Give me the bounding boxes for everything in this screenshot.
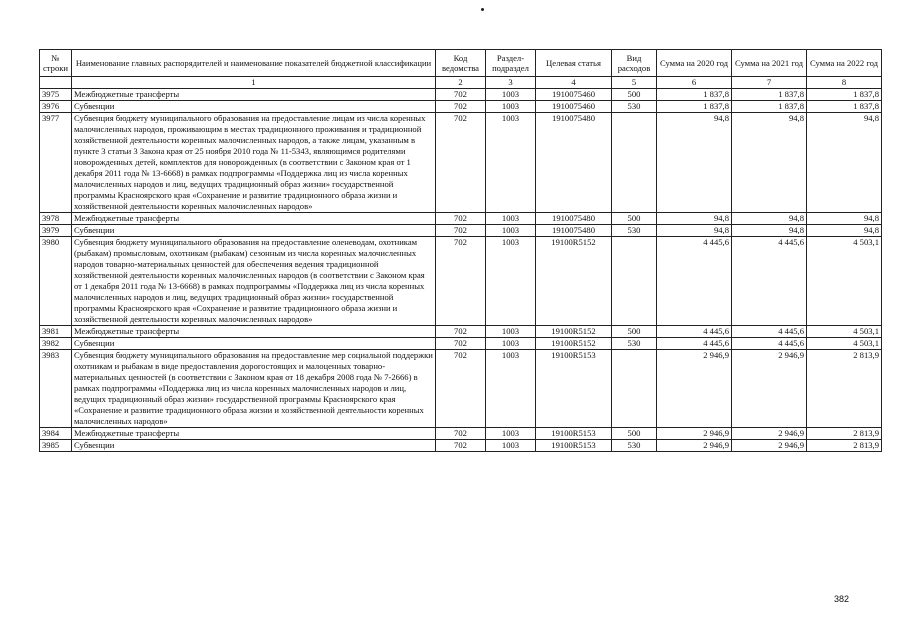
row-type: 530 bbox=[612, 338, 657, 350]
row-sum-2020: 2 946,9 bbox=[657, 350, 732, 428]
row-code: 702 bbox=[436, 113, 486, 213]
row-code: 702 bbox=[436, 237, 486, 326]
row-type: 530 bbox=[612, 440, 657, 452]
row-type bbox=[612, 350, 657, 428]
header-type: Вид расходов bbox=[612, 50, 657, 77]
page-number: 382 bbox=[834, 594, 850, 604]
row-section: 1003 bbox=[486, 213, 536, 225]
row-sum-2021: 4 445,6 bbox=[732, 326, 807, 338]
row-target: 1910075480 bbox=[536, 113, 612, 213]
row-target: 1910075480 bbox=[536, 213, 612, 225]
row-sum-2021: 2 946,9 bbox=[732, 428, 807, 440]
row-type: 500 bbox=[612, 326, 657, 338]
row-sum-2021: 1 837,8 bbox=[732, 89, 807, 101]
stray-dot-mark bbox=[481, 8, 484, 11]
row-number: 3982 bbox=[40, 338, 72, 350]
row-sum-2022: 2 813,9 bbox=[807, 350, 882, 428]
row-name: Субвенции bbox=[72, 101, 436, 113]
row-sum-2020: 4 445,6 bbox=[657, 237, 732, 326]
header-sum-2022: Сумма на 2022 год bbox=[807, 50, 882, 77]
column-index-row bbox=[40, 77, 882, 89]
table-row bbox=[40, 225, 882, 237]
row-number: 3975 bbox=[40, 89, 72, 101]
row-code: 702 bbox=[436, 338, 486, 350]
row-name: Субвенция бюджету муниципального образования на предоставление оленеводам, охотникам (рыбакам) промысловым, охотникам (рыбакам) сезонным из числа коренных малочисленных народов товарно-материальных ценностей для обеспечения ведения традиционной хозяйственной деятельности коренных малочисленных народов (в соответствии с Законом края от 1 декабря 2011 года № 13-6668) в рамках подпрограммы «Поддержка лиц из числа коренных малочисленных народов и лиц, ведущих традиционный образ жизни» государственной программы Красноярского края «Сохранение и развитие традиционного образа жизни и хозяйственной деятельности коренных малочисленных народов» bbox=[72, 237, 436, 326]
header-num: № строки bbox=[40, 50, 72, 77]
row-sum-2021: 1 837,8 bbox=[732, 101, 807, 113]
row-section: 1003 bbox=[486, 428, 536, 440]
row-sum-2022: 4 503,1 bbox=[807, 326, 882, 338]
col-index: 8 bbox=[807, 77, 882, 89]
row-section: 1003 bbox=[486, 338, 536, 350]
header-name: Наименование главных распорядителей и наименование показателей бюджетной классификации bbox=[72, 50, 436, 77]
col-index: 6 bbox=[657, 77, 732, 89]
row-target: 19100R5152 bbox=[536, 338, 612, 350]
row-name: Межбюджетные трансферты bbox=[72, 428, 436, 440]
row-sum-2022: 94,8 bbox=[807, 213, 882, 225]
row-section: 1003 bbox=[486, 89, 536, 101]
row-section: 1003 bbox=[486, 237, 536, 326]
row-number: 3984 bbox=[40, 428, 72, 440]
row-code: 702 bbox=[436, 89, 486, 101]
row-number: 3981 bbox=[40, 326, 72, 338]
row-section: 1003 bbox=[486, 440, 536, 452]
row-number: 3976 bbox=[40, 101, 72, 113]
row-sum-2020: 1 837,8 bbox=[657, 89, 732, 101]
row-number: 3977 bbox=[40, 113, 72, 213]
row-sum-2022: 2 813,9 bbox=[807, 428, 882, 440]
row-section: 1003 bbox=[486, 326, 536, 338]
row-name: Субвенции bbox=[72, 338, 436, 350]
row-target: 19100R5152 bbox=[536, 237, 612, 326]
table-row bbox=[40, 89, 882, 101]
row-sum-2020: 94,8 bbox=[657, 213, 732, 225]
col-index: 1 bbox=[72, 77, 436, 89]
row-target: 19100R5153 bbox=[536, 350, 612, 428]
row-target: 19100R5152 bbox=[536, 326, 612, 338]
table-row bbox=[40, 213, 882, 225]
col-index: 3 bbox=[486, 77, 536, 89]
row-sum-2021: 2 946,9 bbox=[732, 440, 807, 452]
row-sum-2021: 94,8 bbox=[732, 113, 807, 213]
row-type: 500 bbox=[612, 213, 657, 225]
row-number: 3978 bbox=[40, 213, 72, 225]
row-sum-2020: 4 445,6 bbox=[657, 338, 732, 350]
row-name: Субвенции bbox=[72, 225, 436, 237]
col-index: 7 bbox=[732, 77, 807, 89]
row-name: Межбюджетные трансферты bbox=[72, 326, 436, 338]
row-number: 3980 bbox=[40, 237, 72, 326]
row-code: 702 bbox=[436, 101, 486, 113]
row-sum-2020: 94,8 bbox=[657, 113, 732, 213]
row-code: 702 bbox=[436, 350, 486, 428]
row-sum-2020: 2 946,9 bbox=[657, 428, 732, 440]
row-target: 1910075480 bbox=[536, 225, 612, 237]
row-target: 1910075460 bbox=[536, 89, 612, 101]
row-type bbox=[612, 237, 657, 326]
header-section: Раздел-подраздел bbox=[486, 50, 536, 77]
row-type: 500 bbox=[612, 428, 657, 440]
table-row bbox=[40, 326, 882, 338]
header-sum-2020: Сумма на 2020 год bbox=[657, 50, 732, 77]
row-sum-2022: 4 503,1 bbox=[807, 338, 882, 350]
header-sum-2021: Сумма на 2021 год bbox=[732, 50, 807, 77]
table-body bbox=[40, 89, 882, 452]
row-sum-2022: 94,8 bbox=[807, 113, 882, 213]
table-row bbox=[40, 113, 882, 213]
row-sum-2020: 1 837,8 bbox=[657, 101, 732, 113]
row-target: 1910075460 bbox=[536, 101, 612, 113]
col-index: 2 bbox=[436, 77, 486, 89]
row-section: 1003 bbox=[486, 225, 536, 237]
row-sum-2020: 2 946,9 bbox=[657, 440, 732, 452]
row-code: 702 bbox=[436, 225, 486, 237]
row-name: Субвенция бюджету муниципального образования на предоставление мер социальной поддержки охотникам и рыбакам в виде предоставления дорогостоящих и малоценных товарно-материальных ценностей (в соответствии с Законом края от 18 декабря 2008 года № 7-2666) в рамках подпрограммы «Поддержка лиц из числа коренных малочисленных народов и лиц, ведущих традиционный образ жизни» государственной программы Красноярского края «Сохранение и развитие традиционного образа жизни и хозяйственной деятельности коренных малочисленных народов» bbox=[72, 350, 436, 428]
table-row bbox=[40, 237, 882, 326]
table-row bbox=[40, 428, 882, 440]
row-type: 530 bbox=[612, 101, 657, 113]
row-code: 702 bbox=[436, 440, 486, 452]
row-sum-2020: 94,8 bbox=[657, 225, 732, 237]
row-section: 1003 bbox=[486, 101, 536, 113]
row-number: 3983 bbox=[40, 350, 72, 428]
row-section: 1003 bbox=[486, 350, 536, 428]
row-sum-2022: 94,8 bbox=[807, 225, 882, 237]
row-sum-2020: 4 445,6 bbox=[657, 326, 732, 338]
col-index: 4 bbox=[536, 77, 612, 89]
col-index: 5 bbox=[612, 77, 657, 89]
header-row bbox=[40, 50, 882, 77]
row-sum-2021: 2 946,9 bbox=[732, 350, 807, 428]
header-target: Целевая статья bbox=[536, 50, 612, 77]
row-sum-2021: 94,8 bbox=[732, 213, 807, 225]
row-name: Межбюджетные трансферты bbox=[72, 89, 436, 101]
row-type bbox=[612, 113, 657, 213]
header-code: Код ведомства bbox=[436, 50, 486, 77]
table-row bbox=[40, 440, 882, 452]
budget-table bbox=[39, 49, 882, 452]
table-row bbox=[40, 338, 882, 350]
row-type: 530 bbox=[612, 225, 657, 237]
row-sum-2021: 4 445,6 bbox=[732, 338, 807, 350]
row-code: 702 bbox=[436, 213, 486, 225]
row-sum-2022: 1 837,8 bbox=[807, 101, 882, 113]
row-name: Межбюджетные трансферты bbox=[72, 213, 436, 225]
row-target: 19100R5153 bbox=[536, 428, 612, 440]
row-name: Субвенция бюджету муниципального образования на предоставление лицам из числа коренных малочисленных народов, проживающим в местах традиционного проживания и традиционной хозяйственной деятельности коренных малочисленных народов, а также лицам, указанным в пункте 3 статьи 3 Закона края от 25 ноября 2010 года № 11-5343, являющимся родителями новорожденных детей, комплектов для новорожденных (в соответствии с Законом края от 1 декабря 2011 года № 13-6668) в рамках подпрограммы «Поддержка лиц из числа коренных малочисленных народов и лиц, ведущих традиционный образ жизни» государственной программы Красноярского края «Сохранение и развитие традиционного образа жизни и хозяйственной деятельности коренных малочисленных народов» bbox=[72, 113, 436, 213]
table-row bbox=[40, 350, 882, 428]
row-sum-2021: 4 445,6 bbox=[732, 237, 807, 326]
row-number: 3979 bbox=[40, 225, 72, 237]
row-sum-2021: 94,8 bbox=[732, 225, 807, 237]
row-code: 702 bbox=[436, 428, 486, 440]
row-type: 500 bbox=[612, 89, 657, 101]
col-index bbox=[40, 77, 72, 89]
row-name: Субвенции bbox=[72, 440, 436, 452]
row-section: 1003 bbox=[486, 113, 536, 213]
table-row bbox=[40, 101, 882, 113]
row-sum-2022: 2 813,9 bbox=[807, 440, 882, 452]
row-sum-2022: 1 837,8 bbox=[807, 89, 882, 101]
row-number: 3985 bbox=[40, 440, 72, 452]
row-code: 702 bbox=[436, 326, 486, 338]
row-target: 19100R5153 bbox=[536, 440, 612, 452]
row-sum-2022: 4 503,1 bbox=[807, 237, 882, 326]
